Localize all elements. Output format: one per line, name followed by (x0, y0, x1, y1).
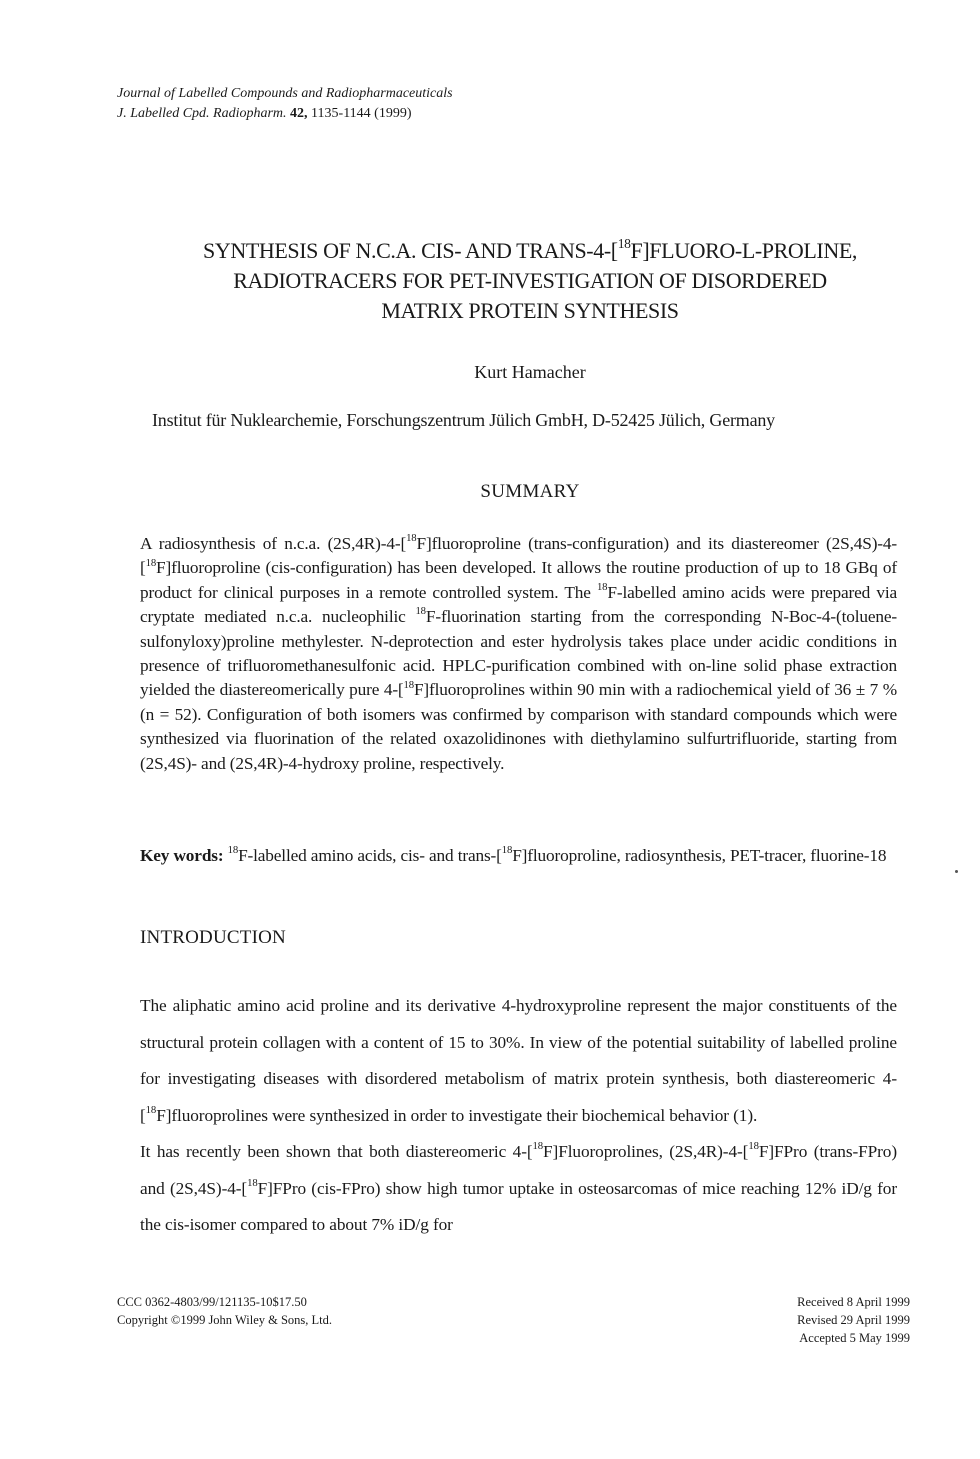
intro-paragraph-1: The aliphatic amino acid proline and its derivative 4-hydroxyproline represent the major constituents of the structural protein collagen with a content of 15 to 30%. In view of the potential suitability of labelled proline for investigating diseases with disordered metabolism of matrix protein synthesis, both diastereomeric 4-[$^{18}$F]fluoroprolines were synthesized in order to investigate their biochemical behavior (1). (140, 996, 897, 1125)
introduction-heading: INTRODUCTION (140, 927, 286, 948)
journal-header (117, 84, 453, 124)
ccc-code: CCC 0362-4803/99/121135-10$17.50 (117, 1295, 307, 1309)
accepted-date: Accepted 5 May 1999 (799, 1331, 910, 1345)
title-line-3: MATRIX PROTEIN SYNTHESIS (381, 298, 679, 323)
keywords: Key words: $^{18}$F-labelled amino acids, cis- and trans-[$^{18}$F]fluoroproline, radiosynthesis, PET-tracer, fluorine-18 (140, 844, 887, 865)
revised-date: Revised 29 April 1999 (797, 1313, 910, 1327)
journal-name: Journal of Labelled Compounds and Radiopharmaceuticals (117, 86, 453, 101)
keywords-label: Key words: (140, 846, 224, 865)
paper-title (120, 236, 940, 326)
citation-pages: 1135-1144 (1999) (311, 106, 412, 121)
citation-volume: 42, (290, 106, 308, 121)
title-line-2: RADIOTRACERS FOR PET-INVESTIGATION OF DISORDERED (233, 268, 827, 293)
title-line-1: SYNTHESIS OF N.C.A. CIS- AND TRANS-4-[$^{18}$F]FLUORO-L-PROLINE, (203, 236, 857, 263)
copyright-notice: Copyright ©1999 John Wiley & Sons, Ltd. (117, 1313, 333, 1327)
author-name: Kurt Hamacher (474, 362, 586, 382)
received-date: Received 8 April 1999 (797, 1295, 910, 1309)
footer-copyright (117, 1293, 332, 1329)
summary-abstract: A radiosynthesis of n.c.a. (2S,4R)-4-[$^{18}$F]fluoroproline (trans-configuration) and its diastereomer (2S,4S)-4-[$^{18}$F]fluoroproline (cis-configuration) has been developed. It allows the routine production of up to 18 GBq of product for clinical purposes in a remote controlled system. The $^{18}$F-labelled amino acids were prepared via cryptate mediated n.c.a. nucleophilic $^{18}$F-fluorination starting from the corresponding N-Boc-4-(toluene-sulfonyloxy)proline methylester. N-deprotection and ester hydrolysis takes place under acidic conditions in presence of trifluoromethanesulfonic acid. HPLC-purification combined with on-line solid phase extraction yielded the diastereomerically pure 4-[$^{18}$F]fluoroprolines within 90 min with a radiochemical yield of 36 ± 7 % (n = 52). Configuration of both isomers was confirmed by comparison with standard compounds which were synthesized via fluorination of the related oxazolidinones with diethylamino sulfurtrifluoride, starting from (2S,4S)- and (2S,4R)-4-hydroxy proline, respectively. (140, 532, 898, 773)
scan-speck (955, 870, 958, 873)
author-affiliation: Institut für Nuklearchemie, Forschungszentrum Jülich GmbH, D-52425 Jülich, Germany (152, 410, 775, 430)
introduction-text (140, 988, 897, 1244)
intro-paragraph-2: It has recently been shown that both diastereomeric 4-[$^{18}$F]Fluoroprolines, (2S,4R)-4-[$^{18}$F]FPro (trans-FPro) and (2S,4S)-4-[$^{18}$F]FPro (cis-FPro) show high tumor uptake in osteosarcomas of mice reaching 12% iD/g for the cis-isomer compared to about 7% iD/g for (140, 1140, 897, 1234)
journal-citation (117, 104, 453, 124)
footer-dates (797, 1293, 910, 1347)
summary-heading: SUMMARY (480, 481, 580, 502)
citation-prefix: J. Labelled Cpd. Radiopharm. (117, 106, 287, 121)
